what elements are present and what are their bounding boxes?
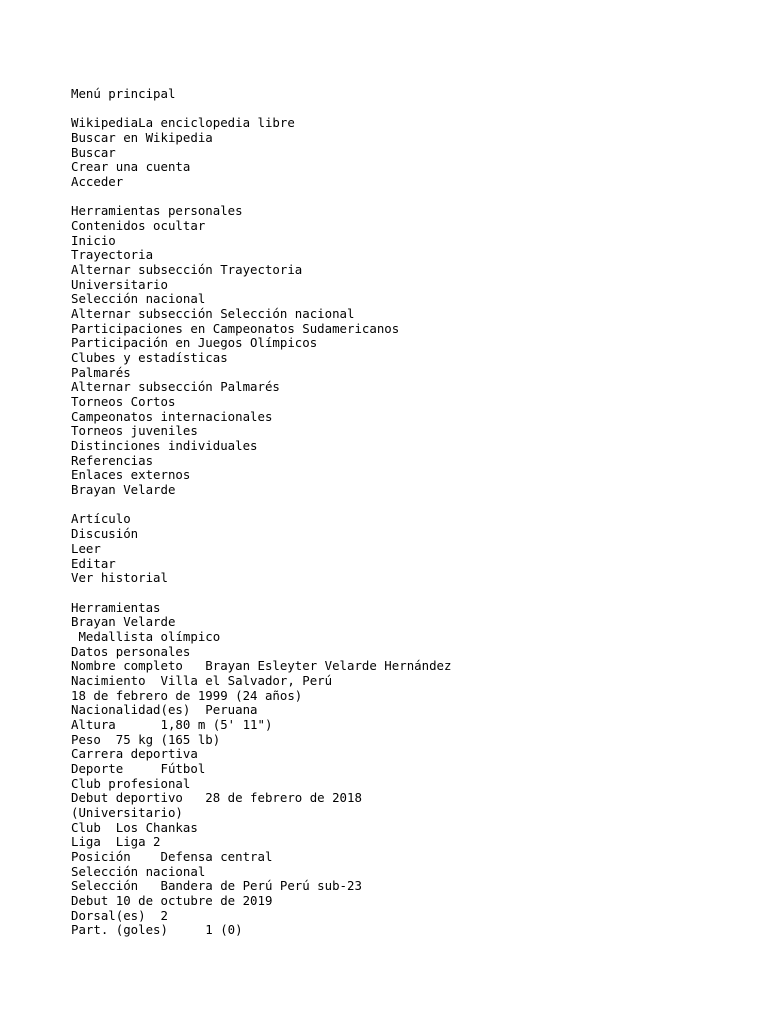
toc-item[interactable]: Clubes y estadísticas xyxy=(71,350,228,366)
infobox-row: Altura 1,80 m (5' 11") xyxy=(71,716,273,732)
toc-item[interactable]: Selección nacional xyxy=(71,291,206,307)
infobox-row: Debut deportivo 28 de febrero de 2018 xyxy=(71,790,362,806)
infobox-row: Dorsal(es) 2 xyxy=(71,907,168,923)
toc-toggle[interactable]: Alternar subsección Palmarés xyxy=(71,379,280,395)
infobox-row: Liga Liga 2 xyxy=(71,834,161,850)
toc-item[interactable]: Trayectoria xyxy=(71,247,154,263)
infobox-row: Club Los Chankas xyxy=(71,819,198,835)
infobox-row: Part. (goles) 1 (0) xyxy=(71,922,243,938)
infobox-row: Selección Bandera de Perú Perú sub-23 xyxy=(71,878,362,894)
toc-toggle[interactable]: Alternar subsección Selección nacional xyxy=(71,306,355,322)
toc-title[interactable]: Contenidos ocultar xyxy=(71,218,206,234)
infobox-row: Nombre completo Brayan Esleyter Velarde Hernández xyxy=(71,658,452,674)
toc-item[interactable]: Torneos juveniles xyxy=(71,423,198,439)
infobox-title: Brayan Velarde xyxy=(71,614,176,630)
tab-read[interactable]: Leer xyxy=(71,540,101,556)
toc-item[interactable]: Campeonatos internacionales xyxy=(71,408,273,424)
infobox-row: Posición Defensa central xyxy=(71,848,273,864)
infobox-section-heading: Carrera deportiva xyxy=(71,746,198,762)
infobox-row: Nacimiento Villa el Salvador, Perú xyxy=(71,672,333,688)
spacer xyxy=(71,190,751,205)
infobox-section-heading: Selección nacional xyxy=(71,863,206,879)
infobox-row: Peso 75 kg (165 lb) xyxy=(71,731,221,747)
infobox-row: Debut 10 de octubre de 2019 xyxy=(71,892,273,908)
toc-item[interactable]: Participaciones en Campeonatos Sudamericanos xyxy=(71,320,400,336)
main-menu-button[interactable]: Menú principal xyxy=(71,86,176,101)
toc-item[interactable]: Enlaces externos xyxy=(71,467,191,483)
toc-toggle[interactable]: Alternar subsección Trayectoria xyxy=(71,262,303,278)
spacer xyxy=(71,102,751,117)
page-content xyxy=(71,87,751,938)
tab-history[interactable]: Ver historial xyxy=(71,570,168,586)
spacer xyxy=(71,586,751,601)
toc-item[interactable]: Referencias xyxy=(71,452,154,468)
spacer xyxy=(71,498,751,513)
page-title: Brayan Velarde xyxy=(71,482,176,498)
toc-item[interactable]: Distinciones individuales xyxy=(71,438,258,454)
create-account-link[interactable]: Crear una cuenta xyxy=(71,159,191,175)
search-button[interactable]: Buscar xyxy=(71,144,116,160)
infobox-row: Deporte Fútbol xyxy=(71,760,206,776)
site-logo[interactable]: WikipediaLa enciclopedia libre xyxy=(71,115,295,131)
toc-item[interactable]: Torneos Cortos xyxy=(71,394,176,410)
infobox-row: (Universitario) xyxy=(71,804,183,820)
infobox-row: 18 de febrero de 1999 (24 años) xyxy=(71,687,303,703)
tools-menu[interactable]: Herramientas xyxy=(71,599,161,615)
tab-edit[interactable]: Editar xyxy=(71,555,116,571)
login-link[interactable]: Acceder xyxy=(71,174,124,190)
infobox-subtitle[interactable]: Medallista olímpico xyxy=(71,628,221,644)
toc-item[interactable]: Inicio xyxy=(71,232,116,248)
infobox-row: Club profesional xyxy=(71,775,191,791)
search-input[interactable]: Buscar en Wikipedia xyxy=(71,130,213,146)
infobox-section-heading: Datos personales xyxy=(71,643,191,659)
tab-article[interactable]: Artículo xyxy=(71,511,131,527)
toc-item[interactable]: Universitario xyxy=(71,276,168,292)
toc-item[interactable]: Participación en Juegos Olímpicos xyxy=(71,335,318,351)
toc-item[interactable]: Palmarés xyxy=(71,364,131,380)
infobox-row: Nacionalidad(es) Peruana xyxy=(71,702,258,718)
tab-discussion[interactable]: Discusión xyxy=(71,526,139,542)
personal-tools-menu[interactable]: Herramientas personales xyxy=(71,203,243,219)
